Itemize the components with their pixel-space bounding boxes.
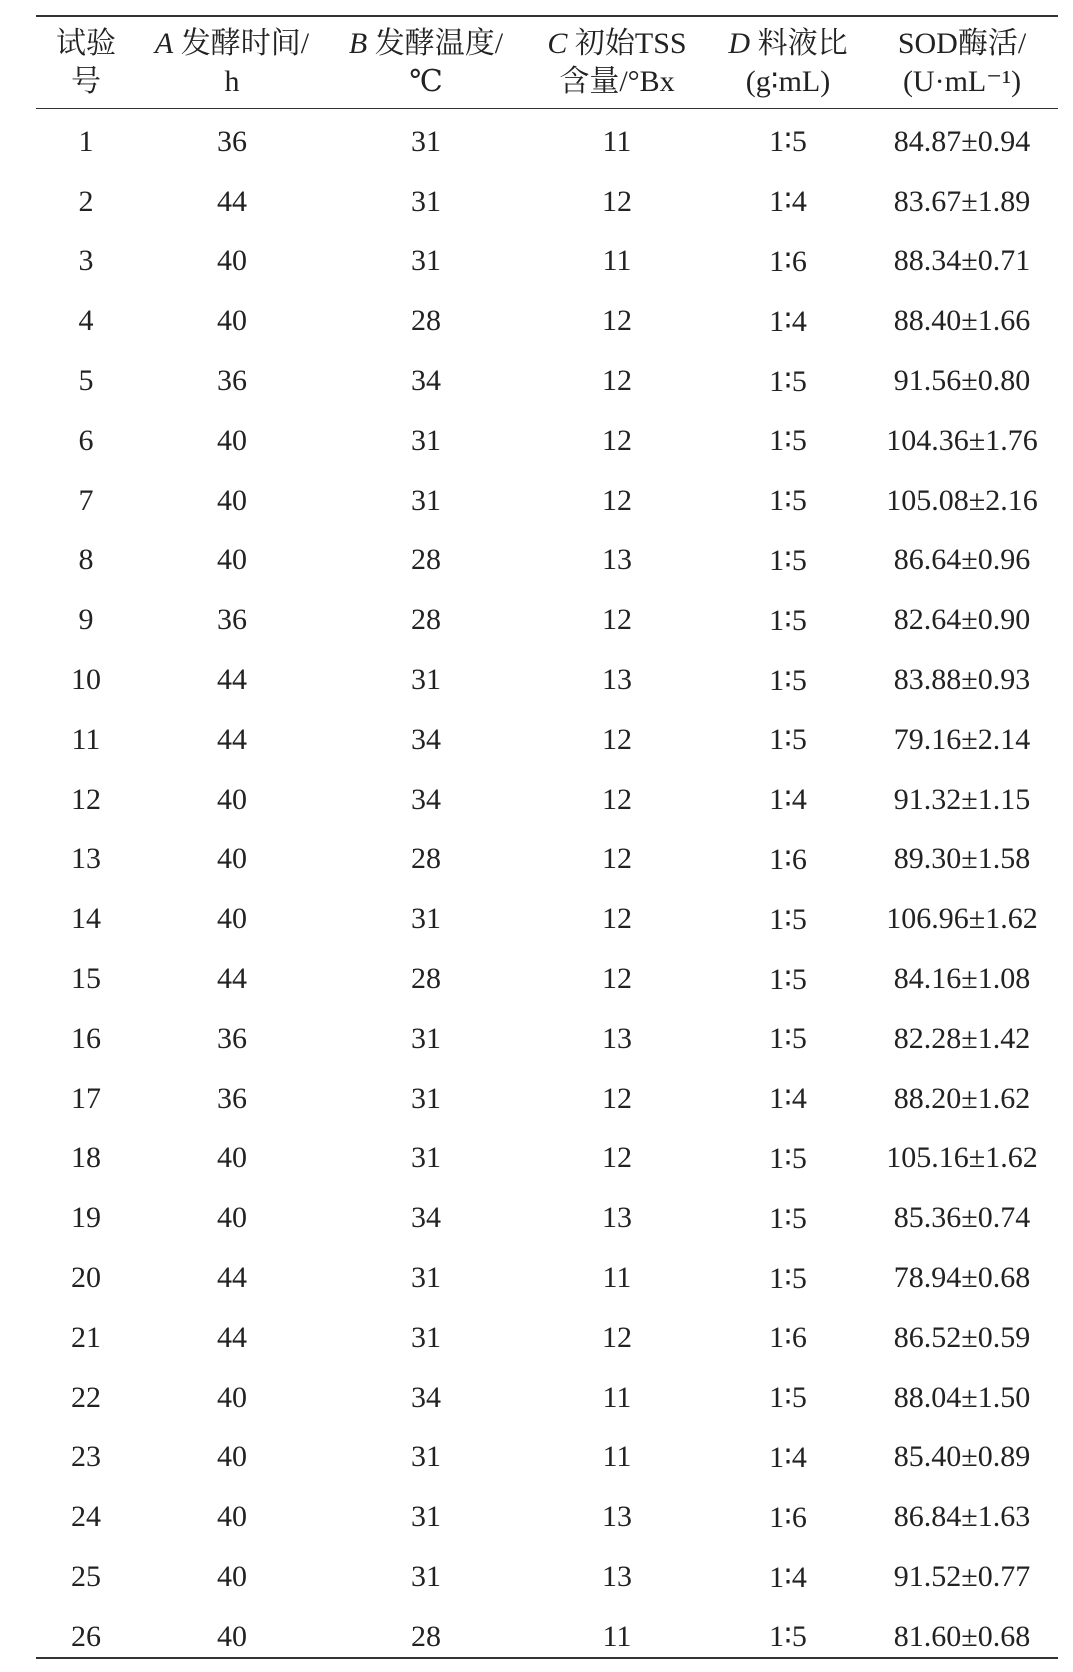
table-row (36, 590, 1058, 650)
header-row (36, 18, 1058, 108)
table-row (36, 411, 1058, 471)
cell-time: 40 (217, 1141, 247, 1175)
cell-ratio: 1∶5 (769, 484, 807, 518)
header-solid-liquid-ratio (710, 18, 866, 108)
cell-time: 40 (217, 902, 247, 936)
cell-tss: 12 (602, 1141, 632, 1175)
cell-sod-activity: 91.56±0.80 (893, 364, 1031, 398)
header-label-line1: 初始TSS (567, 27, 687, 60)
header-label-line2: (U·mL⁻¹) (902, 65, 1022, 98)
cell-ratio: 1∶5 (769, 543, 807, 577)
cell-temperature: 31 (411, 902, 441, 936)
header-sod-activity (866, 18, 1058, 108)
table-row (36, 1188, 1058, 1248)
cell-time: 40 (217, 1440, 247, 1474)
table-row (36, 291, 1058, 351)
cell-trial-no: 11 (71, 722, 101, 756)
table-header (36, 18, 1058, 108)
cell-time: 36 (217, 124, 247, 158)
cell-ratio: 1∶5 (769, 1022, 807, 1056)
cell-ratio: 1∶4 (769, 783, 807, 817)
cell-ratio: 1∶6 (769, 244, 807, 278)
cell-ratio: 1∶5 (769, 1201, 807, 1235)
cell-trial-no: 5 (78, 364, 94, 398)
header-fermentation-temperature (328, 18, 524, 108)
header-variable: D (728, 27, 751, 60)
table-row (36, 1428, 1058, 1488)
cell-temperature: 31 (411, 1021, 441, 1055)
cell-temperature: 31 (411, 1560, 441, 1594)
cell-temperature: 28 (411, 603, 441, 637)
cell-trial-no: 16 (71, 1021, 101, 1055)
header-trial-no (36, 18, 136, 108)
table-row (36, 770, 1058, 830)
cell-temperature: 28 (411, 842, 441, 876)
cell-temperature: 31 (411, 423, 441, 457)
table-row (36, 351, 1058, 411)
cell-tss: 13 (602, 1201, 632, 1235)
cell-temperature: 34 (411, 782, 441, 816)
header-initial-tss (524, 18, 710, 108)
cell-tss: 12 (602, 184, 632, 218)
cell-temperature: 31 (411, 1440, 441, 1474)
cell-temperature: 28 (411, 1619, 441, 1653)
cell-trial-no: 12 (71, 782, 101, 816)
cell-temperature: 28 (411, 304, 441, 338)
cell-time: 40 (217, 244, 247, 278)
cell-ratio: 1∶6 (769, 1500, 807, 1534)
cell-time: 36 (217, 1081, 247, 1115)
cell-time: 44 (217, 1320, 247, 1354)
table-row (36, 1308, 1058, 1368)
cell-tss: 12 (602, 483, 632, 517)
cell-ratio: 1∶5 (769, 125, 807, 159)
header-label-line1: 发酵时间/ (173, 27, 310, 60)
table-row (36, 710, 1058, 770)
cell-sod-activity: 89.30±1.58 (893, 842, 1031, 876)
cell-ratio: 1∶5 (769, 902, 807, 936)
cell-ratio: 1∶5 (769, 962, 807, 996)
cell-trial-no: 15 (71, 962, 101, 996)
table-row (36, 1368, 1058, 1428)
cell-time: 36 (217, 1021, 247, 1055)
cell-temperature: 34 (411, 364, 441, 398)
cell-tss: 12 (602, 842, 632, 876)
cell-ratio: 1∶4 (769, 185, 807, 219)
cell-tss: 11 (602, 124, 632, 158)
header-label-line1: 试验 (56, 27, 116, 60)
table-row (36, 471, 1058, 531)
header-label-line1: 发酵温度/ (367, 27, 504, 60)
cell-temperature: 31 (411, 1141, 441, 1175)
cell-ratio: 1∶4 (769, 1560, 807, 1594)
table-row (36, 1607, 1058, 1667)
table-row (36, 232, 1058, 292)
header-variable: B (348, 27, 368, 60)
cell-ratio: 1∶5 (769, 424, 807, 458)
header-label-line2: 号 (71, 65, 101, 98)
table-body (36, 108, 1058, 1667)
cell-trial-no: 4 (78, 304, 94, 338)
cell-trial-no: 17 (71, 1081, 101, 1115)
cell-ratio: 1∶5 (769, 1381, 807, 1415)
table-row (36, 531, 1058, 591)
cell-trial-no: 19 (71, 1201, 101, 1235)
cell-temperature: 31 (411, 1081, 441, 1115)
cell-temperature: 34 (411, 722, 441, 756)
cell-temperature: 34 (411, 1201, 441, 1235)
cell-sod-activity: 85.40±0.89 (893, 1440, 1031, 1474)
header-fermentation-time (136, 18, 328, 108)
cell-tss: 11 (602, 1261, 632, 1295)
table-row (36, 1547, 1058, 1607)
data-table-container (36, 0, 1058, 1672)
cell-time: 40 (217, 1560, 247, 1594)
header-variable: C (547, 27, 568, 60)
top-rule (36, 15, 1058, 17)
table-row (36, 1069, 1058, 1129)
cell-temperature: 31 (411, 124, 441, 158)
table-row (36, 889, 1058, 949)
cell-tss: 12 (602, 603, 632, 637)
cell-temperature: 31 (411, 663, 441, 697)
cell-sod-activity: 84.87±0.94 (893, 124, 1031, 158)
cell-sod-activity: 83.67±1.89 (893, 184, 1031, 218)
cell-ratio: 1∶6 (769, 842, 807, 876)
header-label-line2: (g∶mL) (745, 65, 831, 98)
cell-temperature: 28 (411, 962, 441, 996)
cell-time: 36 (217, 603, 247, 637)
table-row (36, 830, 1058, 890)
cell-tss: 12 (602, 782, 632, 816)
cell-sod-activity: 91.32±1.15 (893, 782, 1031, 816)
cell-ratio: 1∶5 (769, 1141, 807, 1175)
cell-sod-activity: 86.52±0.59 (893, 1320, 1031, 1354)
cell-sod-activity: 91.52±0.77 (893, 1560, 1031, 1594)
cell-tss: 11 (602, 1440, 632, 1474)
cell-sod-activity: 106.96±1.62 (886, 902, 1038, 936)
cell-ratio: 1∶4 (769, 304, 807, 338)
cell-time: 40 (217, 842, 247, 876)
cell-trial-no: 10 (71, 663, 101, 697)
cell-time: 40 (217, 1380, 247, 1414)
cell-sod-activity: 88.34±0.71 (893, 244, 1031, 278)
cell-tss: 12 (602, 423, 632, 457)
cell-ratio: 1∶5 (769, 1261, 807, 1295)
cell-tss: 12 (602, 902, 632, 936)
header-label-line1: 料液比 (750, 27, 848, 60)
cell-sod-activity: 105.08±2.16 (886, 483, 1038, 517)
cell-time: 36 (217, 364, 247, 398)
cell-temperature: 31 (411, 184, 441, 218)
cell-sod-activity: 83.88±0.93 (893, 663, 1031, 697)
cell-trial-no: 8 (78, 543, 94, 577)
cell-temperature: 34 (411, 1380, 441, 1414)
cell-sod-activity: 86.64±0.96 (893, 543, 1031, 577)
cell-trial-no: 7 (78, 483, 94, 517)
cell-sod-activity: 81.60±0.68 (893, 1619, 1031, 1653)
table-row (36, 1248, 1058, 1308)
cell-sod-activity: 88.04±1.50 (893, 1380, 1031, 1414)
cell-tss: 11 (602, 244, 632, 278)
cell-time: 44 (217, 722, 247, 756)
table-row (36, 949, 1058, 1009)
cell-trial-no: 1 (78, 124, 94, 158)
cell-sod-activity: 82.64±0.90 (893, 603, 1031, 637)
cell-trial-no: 2 (78, 184, 94, 218)
cell-sod-activity: 104.36±1.76 (886, 423, 1038, 457)
cell-temperature: 31 (411, 1261, 441, 1295)
cell-ratio: 1∶4 (769, 1082, 807, 1116)
cell-time: 40 (217, 1500, 247, 1534)
cell-tss: 12 (602, 722, 632, 756)
cell-sod-activity: 82.28±1.42 (893, 1021, 1031, 1055)
cell-tss: 12 (602, 1081, 632, 1115)
header-label-line2: h (224, 65, 240, 98)
cell-ratio: 1∶5 (769, 1620, 807, 1654)
table-row (36, 172, 1058, 232)
cell-tss: 13 (602, 1021, 632, 1055)
cell-tss: 11 (602, 1619, 632, 1653)
table-row (36, 1009, 1058, 1069)
experiment-results-table (36, 18, 1058, 1667)
cell-sod-activity: 84.16±1.08 (893, 962, 1031, 996)
cell-time: 44 (217, 1261, 247, 1295)
cell-temperature: 31 (411, 244, 441, 278)
table-row (36, 1129, 1058, 1189)
cell-sod-activity: 88.20±1.62 (893, 1081, 1031, 1115)
header-label-line2: ℃ (409, 65, 443, 98)
cell-tss: 13 (602, 1560, 632, 1594)
header-label-line1: SOD酶活/ (897, 27, 1027, 60)
cell-tss: 13 (602, 543, 632, 577)
cell-tss: 13 (602, 663, 632, 697)
cell-trial-no: 23 (71, 1440, 101, 1474)
cell-sod-activity: 78.94±0.68 (893, 1261, 1031, 1295)
cell-sod-activity: 85.36±0.74 (893, 1201, 1031, 1235)
header-variable: A (154, 27, 174, 60)
cell-trial-no: 6 (78, 423, 94, 457)
cell-time: 40 (217, 483, 247, 517)
cell-sod-activity: 105.16±1.62 (886, 1141, 1038, 1175)
cell-ratio: 1∶5 (769, 603, 807, 637)
cell-time: 40 (217, 423, 247, 457)
cell-trial-no: 18 (71, 1141, 101, 1175)
cell-ratio: 1∶5 (769, 663, 807, 697)
table-row (36, 108, 1058, 172)
cell-tss: 13 (602, 1500, 632, 1534)
cell-temperature: 31 (411, 483, 441, 517)
cell-temperature: 31 (411, 1320, 441, 1354)
cell-sod-activity: 79.16±2.14 (893, 722, 1031, 756)
cell-trial-no: 13 (71, 842, 101, 876)
cell-tss: 12 (602, 962, 632, 996)
cell-trial-no: 26 (71, 1619, 101, 1653)
cell-time: 40 (217, 304, 247, 338)
cell-tss: 12 (602, 304, 632, 338)
cell-time: 44 (217, 184, 247, 218)
cell-time: 44 (217, 663, 247, 697)
cell-trial-no: 9 (78, 603, 94, 637)
cell-ratio: 1∶6 (769, 1321, 807, 1355)
header-label-line2: 含量/°Bx (559, 65, 675, 98)
cell-time: 40 (217, 543, 247, 577)
cell-tss: 12 (602, 1320, 632, 1354)
cell-temperature: 31 (411, 1500, 441, 1534)
cell-trial-no: 22 (71, 1380, 101, 1414)
cell-trial-no: 24 (71, 1500, 101, 1534)
cell-time: 40 (217, 782, 247, 816)
table-row (36, 650, 1058, 710)
cell-trial-no: 21 (71, 1320, 101, 1354)
cell-trial-no: 14 (71, 902, 101, 936)
cell-temperature: 28 (411, 543, 441, 577)
cell-trial-no: 25 (71, 1560, 101, 1594)
table-row (36, 1487, 1058, 1547)
cell-trial-no: 20 (71, 1261, 101, 1295)
cell-trial-no: 3 (78, 244, 94, 278)
cell-time: 40 (217, 1201, 247, 1235)
cell-tss: 11 (602, 1380, 632, 1414)
cell-sod-activity: 86.84±1.63 (893, 1500, 1031, 1534)
cell-ratio: 1∶5 (769, 723, 807, 757)
cell-ratio: 1∶5 (769, 364, 807, 398)
cell-time: 44 (217, 962, 247, 996)
cell-sod-activity: 88.40±1.66 (893, 304, 1031, 338)
cell-time: 40 (217, 1619, 247, 1653)
cell-tss: 12 (602, 364, 632, 398)
cell-ratio: 1∶4 (769, 1440, 807, 1474)
